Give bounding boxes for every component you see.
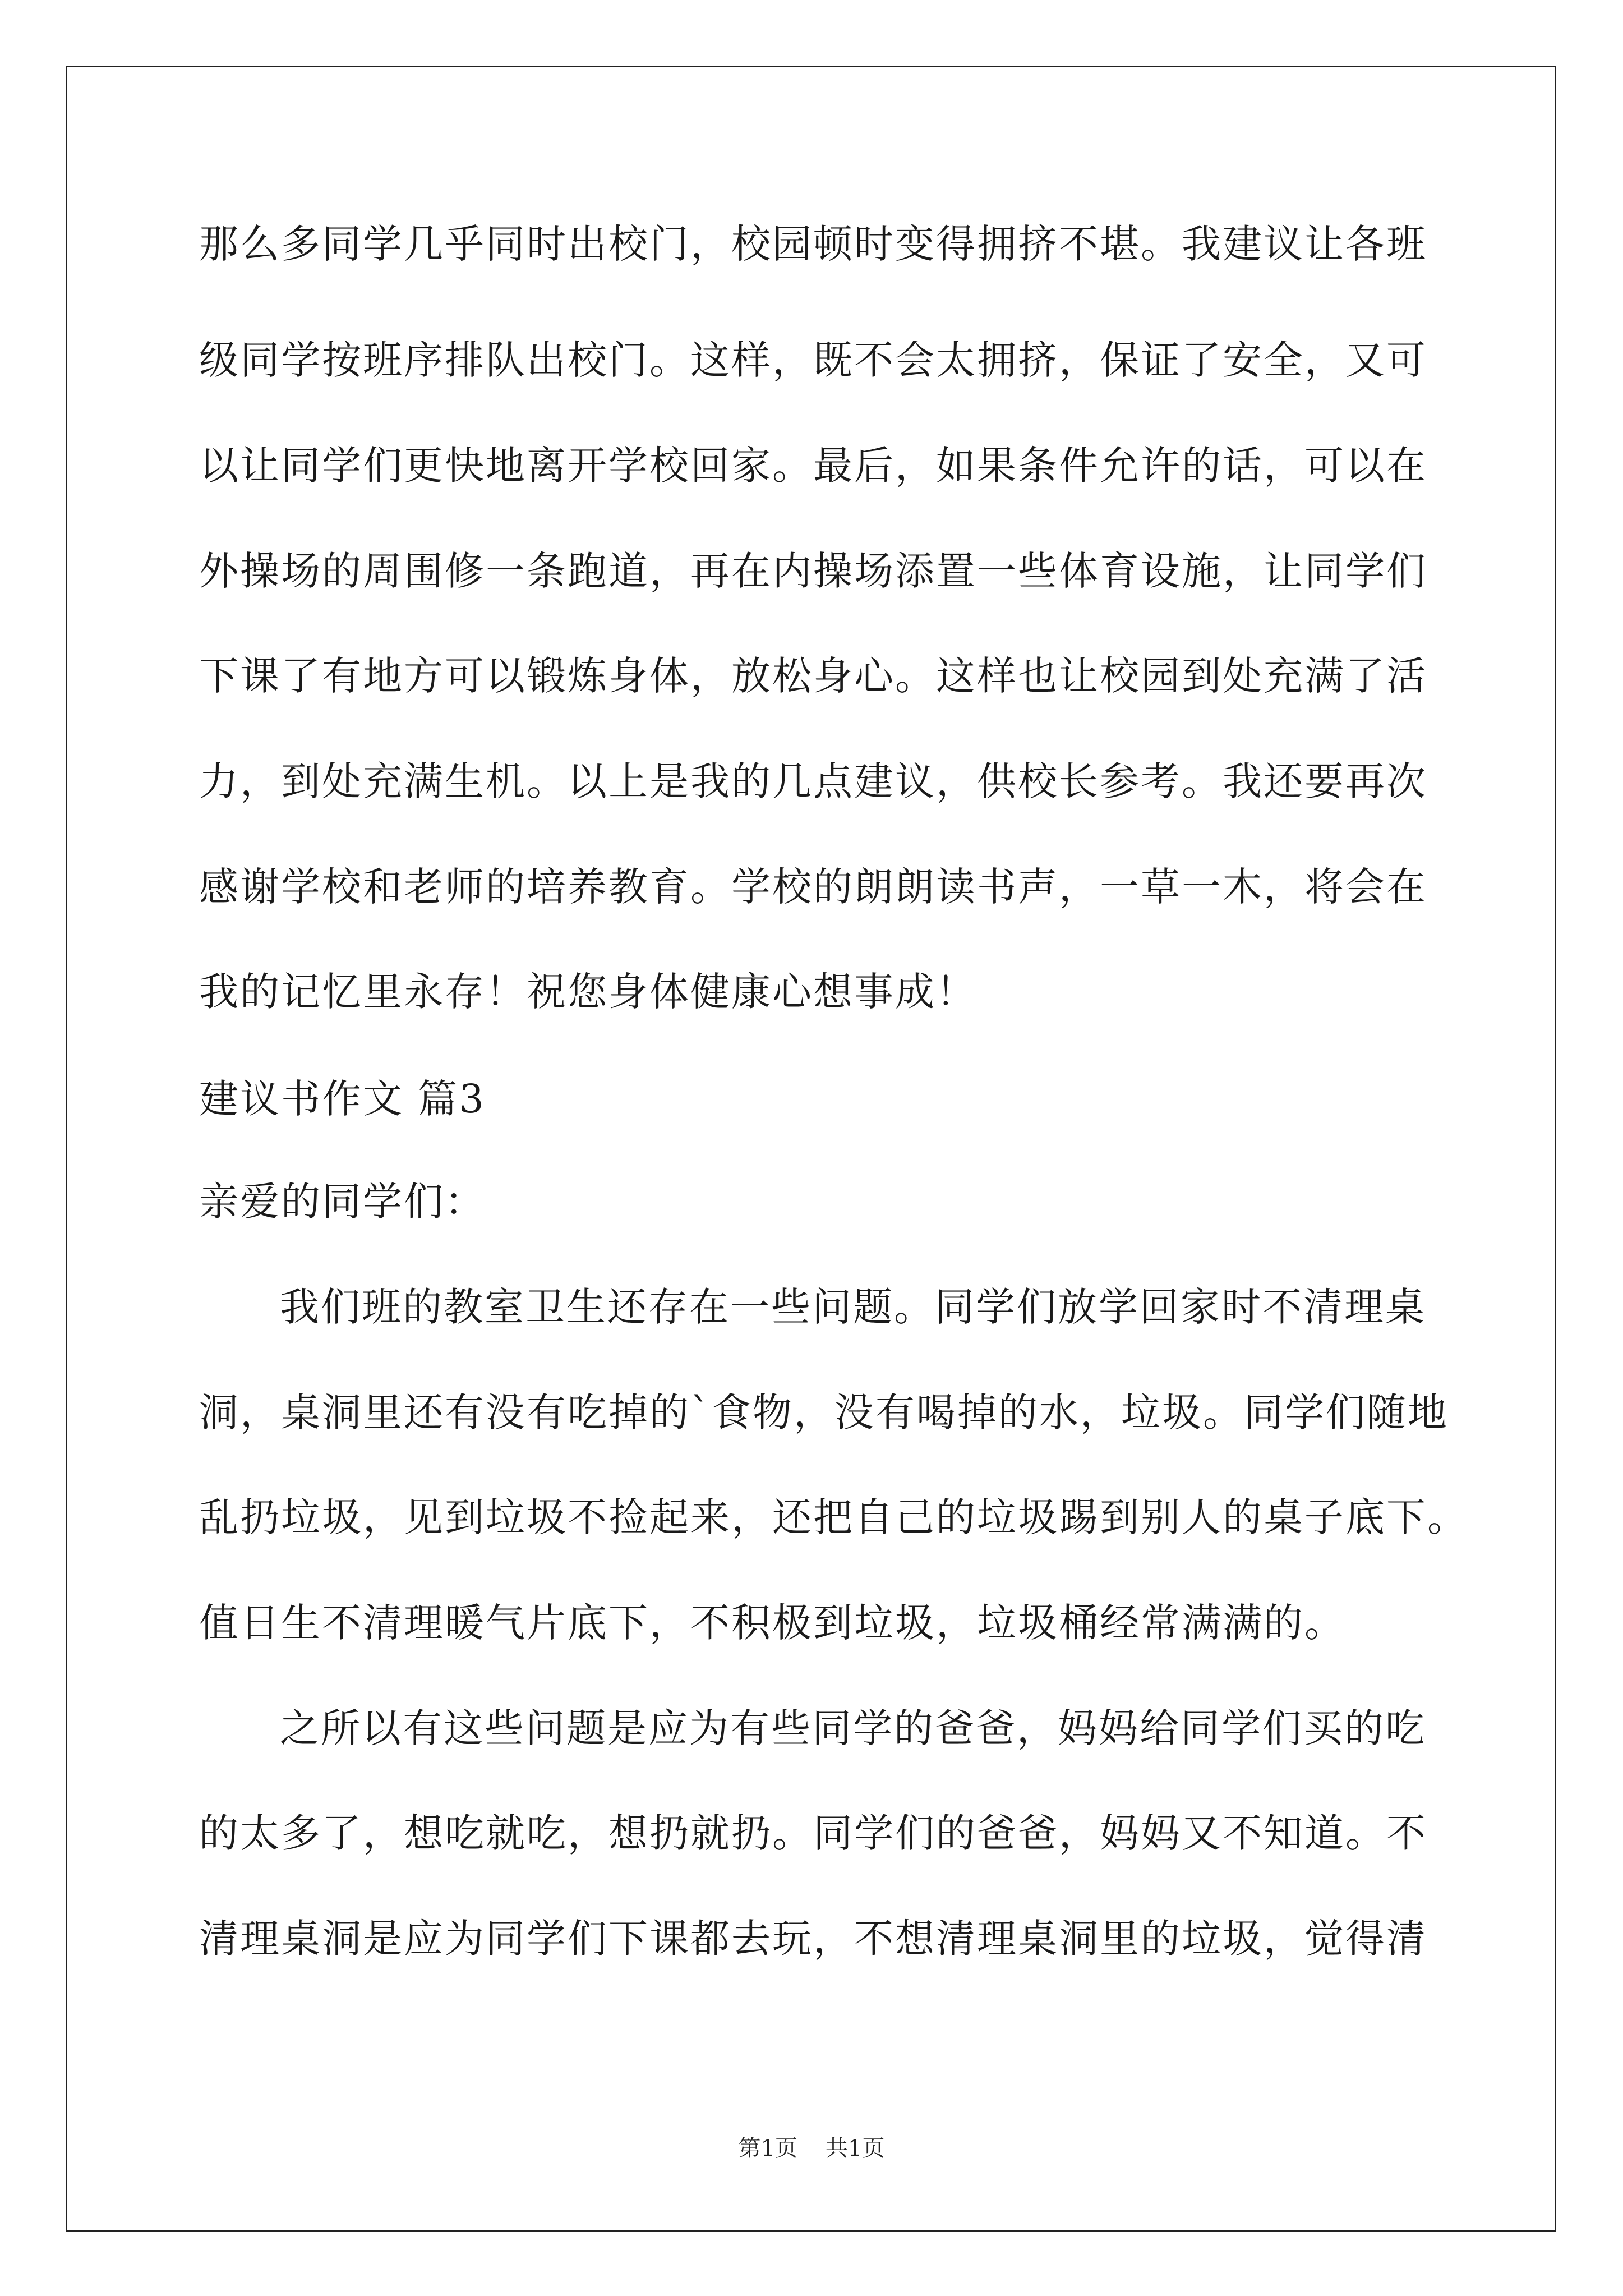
page-number-current: 第1页 <box>738 2136 797 2161</box>
paragraph-line: 之所以有这些问题是应为有些同学的爸爸，妈妈给同学们买的吃 <box>280 1705 1426 1751</box>
paragraph-line: 乱扔垃圾，见到垃圾不捡起来，还把自己的垃圾踢到别人的桌子底下。 <box>199 1494 1468 1540</box>
paragraph-line: 外操场的周围修一条跑道，再在内操场添置一些体育设施，让同学们 <box>199 548 1427 594</box>
paragraph-line: 清理桌洞是应为同学们下课都去玩，不想清理桌洞里的垃圾，觉得清 <box>199 1916 1427 1962</box>
page-number-total: 共1页 <box>826 2136 885 2161</box>
page-border <box>66 66 1556 2232</box>
page-footer <box>0 2134 1623 2162</box>
paragraph-line: 值日生不清理暖气片底下，不积极到垃圾，垃圾桶经常满满的。 <box>199 1600 1345 1646</box>
paragraph-line: 以让同学们更快地离开学校回家。最后，如果条件允许的话，可以在 <box>199 443 1427 489</box>
paragraph-line: 那么多同学几乎同时出校门，校园顿时变得拥挤不堪。我建议让各班 <box>199 221 1427 267</box>
section-heading: 建议书作文 篇3 <box>199 1076 486 1122</box>
paragraph-line: 下课了有地方可以锻炼身体，放松身心。这样也让校园到处充满了活 <box>199 653 1427 699</box>
paragraph-line: 的太多了，想吃就吃，想扔就扔。同学们的爸爸，妈妈又不知道。不 <box>199 1810 1427 1856</box>
salutation: 亲爱的同学们： <box>199 1179 486 1225</box>
paragraph-line: 级同学按班序排队出校门。这样，既不会太拥挤，保证了安全，又可 <box>199 337 1427 383</box>
paragraph-line: 感谢学校和老师的培养教育。学校的朗朗读书声，一草一木，将会在 <box>199 864 1427 910</box>
paragraph-line: 我的记忆里永存！祝您身体健康心想事成！ <box>199 969 977 1015</box>
paragraph-line: 我们班的教室卫生还存在一些问题。同学们放学回家时不清理桌 <box>280 1284 1426 1330</box>
paragraph-line: 洞，桌洞里还有没有吃掉的`食物，没有喝掉的水，垃圾。同学们随地 <box>199 1389 1449 1435</box>
paragraph-line: 力，到处充满生机。以上是我的几点建议，供校长参考。我还要再次 <box>199 758 1427 804</box>
